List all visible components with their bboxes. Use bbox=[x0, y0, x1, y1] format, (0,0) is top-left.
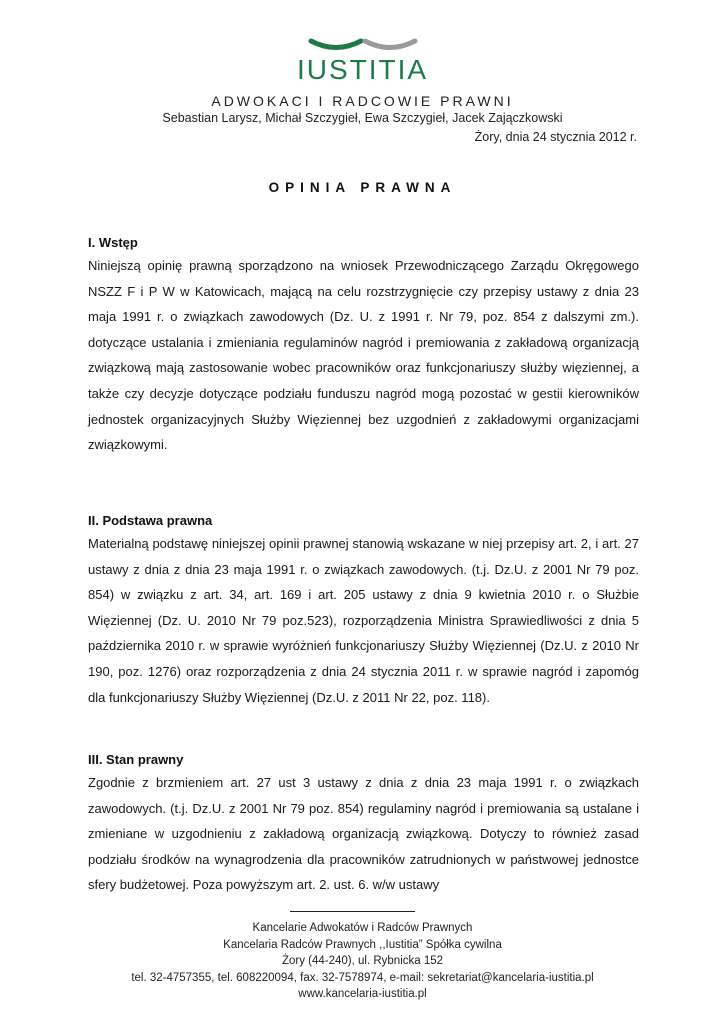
section-legal-status bbox=[88, 750, 639, 898]
footer-divider bbox=[290, 911, 415, 912]
section-heading: III. Stan prawny bbox=[88, 752, 184, 767]
section-heading: I. Wstęp bbox=[88, 235, 138, 250]
place-date: Żory, dnia 24 stycznia 2012 r. bbox=[474, 130, 637, 144]
section-heading: II. Podstawa prawna bbox=[88, 513, 213, 528]
logo-wordmark: IUSTITIA bbox=[296, 54, 429, 85]
iustitia-logo bbox=[0, 38, 725, 54]
section-paragraph: Niniejszą opinię prawną sporządzono na wniosek Przewodniczącego Zarządu Okręgowego NSZZ F i P W w Katowicach, mającą na celu rozstrzygnięcie czy przepisy ustawy z dnia 23 maja 1991 r. o związkach zawodowych (Dz. U. z 1991 r. Nr 79, poz. 854 z dalszymi zm.). dotyczące ustalania i zmieniania regulaminów nagród i premiowania z zakładową organizacją związkową mają zastosowanie wobec pracowników oraz funkcjonariuszy służby więziennej, a także czy decyzje dotyczące podziału funduszu nagród mogą pozostać w gestii kierowników jednostek organizacyjnych Służby Więziennej bez uzgodnień z zakładowymi organizacjami związkowymi. bbox=[88, 258, 639, 453]
logo-arcs-icon bbox=[308, 38, 418, 54]
footer-website: www.kancelaria-iustitia.pl bbox=[298, 988, 427, 1000]
section-introduction bbox=[88, 233, 639, 458]
section-paragraph: Materialną podstawę niniejszej opinii prawnej stanowią wskazane w niej przepisy art. 2, i art. 27 ustawy z dnia z dnia 23 maja 1991 r. o związkach zawodowych. (t.j. Dz.U. z 2001 Nr 79 poz. 854) w związku z art. 34, art. 169 i art. 205 ustawy z dnia 9 kwietnia 2010 r. o Służbie Więziennej (Dz. U. 2010 Nr 79 poz.523), rozporządzenia Ministra Sprawiedliwości z dnia 5 października 2010 r. w sprawie wyróżnień funkcjonariuszy Służby Więziennej (Dz.U. z 2010 Nr 190, poz. 1276) oraz rozporządzenia z dnia 24 stycznia 2011 r. w sprawie nagród i zapomóg dla funkcjonariuszy Służby Więziennej (Dz.U. z 2011 Nr 22, poz. 118). bbox=[88, 536, 639, 705]
document-title: OPINIA PRAWNA bbox=[268, 180, 457, 195]
footer-address: Żory (44-240), ul. Rybnicka 152 bbox=[281, 955, 444, 967]
footer bbox=[0, 920, 725, 1003]
section-legal-basis bbox=[88, 511, 639, 710]
footer-contact: tel. 32-4757355, tel. 608220094, fax. 32-7578974, e-mail: sekretariat@kancelaria-iustitia.pl bbox=[131, 971, 594, 984]
section-paragraph: Zgodnie z brzmieniem art. 27 ust 3 ustawy z dnia z dnia 23 maja 1991 r. o związkach zawodowych. (t.j. Dz.U. z 2001 Nr 79 poz. 854) regulaminy nagród i premiowania są ustalane i zmieniane w uzgodnieniu z zakładową organizacją związkową. Dotyczy to również zasad podziału środków na wynagrodzenia dla pracowników zatrudnionych w państwowej jednostce sfery budżetowej. Poza powyższym art. 2. ust. 6. w/w ustawy bbox=[88, 775, 639, 893]
footer-firm-line: Kancelarie Adwokatów i Radców Prawnych bbox=[252, 922, 473, 934]
firm-name: ADWOKACI I RADCOWIE PRAWNI bbox=[211, 93, 514, 109]
footer-company-line: Kancelaria Radców Prawnych ,,Iustitia” Spółka cywilna bbox=[223, 938, 502, 951]
partners-list: Sebastian Larysz, Michał Szczygieł, Ewa Szczygieł, Jacek Zajączkowski bbox=[162, 111, 563, 125]
